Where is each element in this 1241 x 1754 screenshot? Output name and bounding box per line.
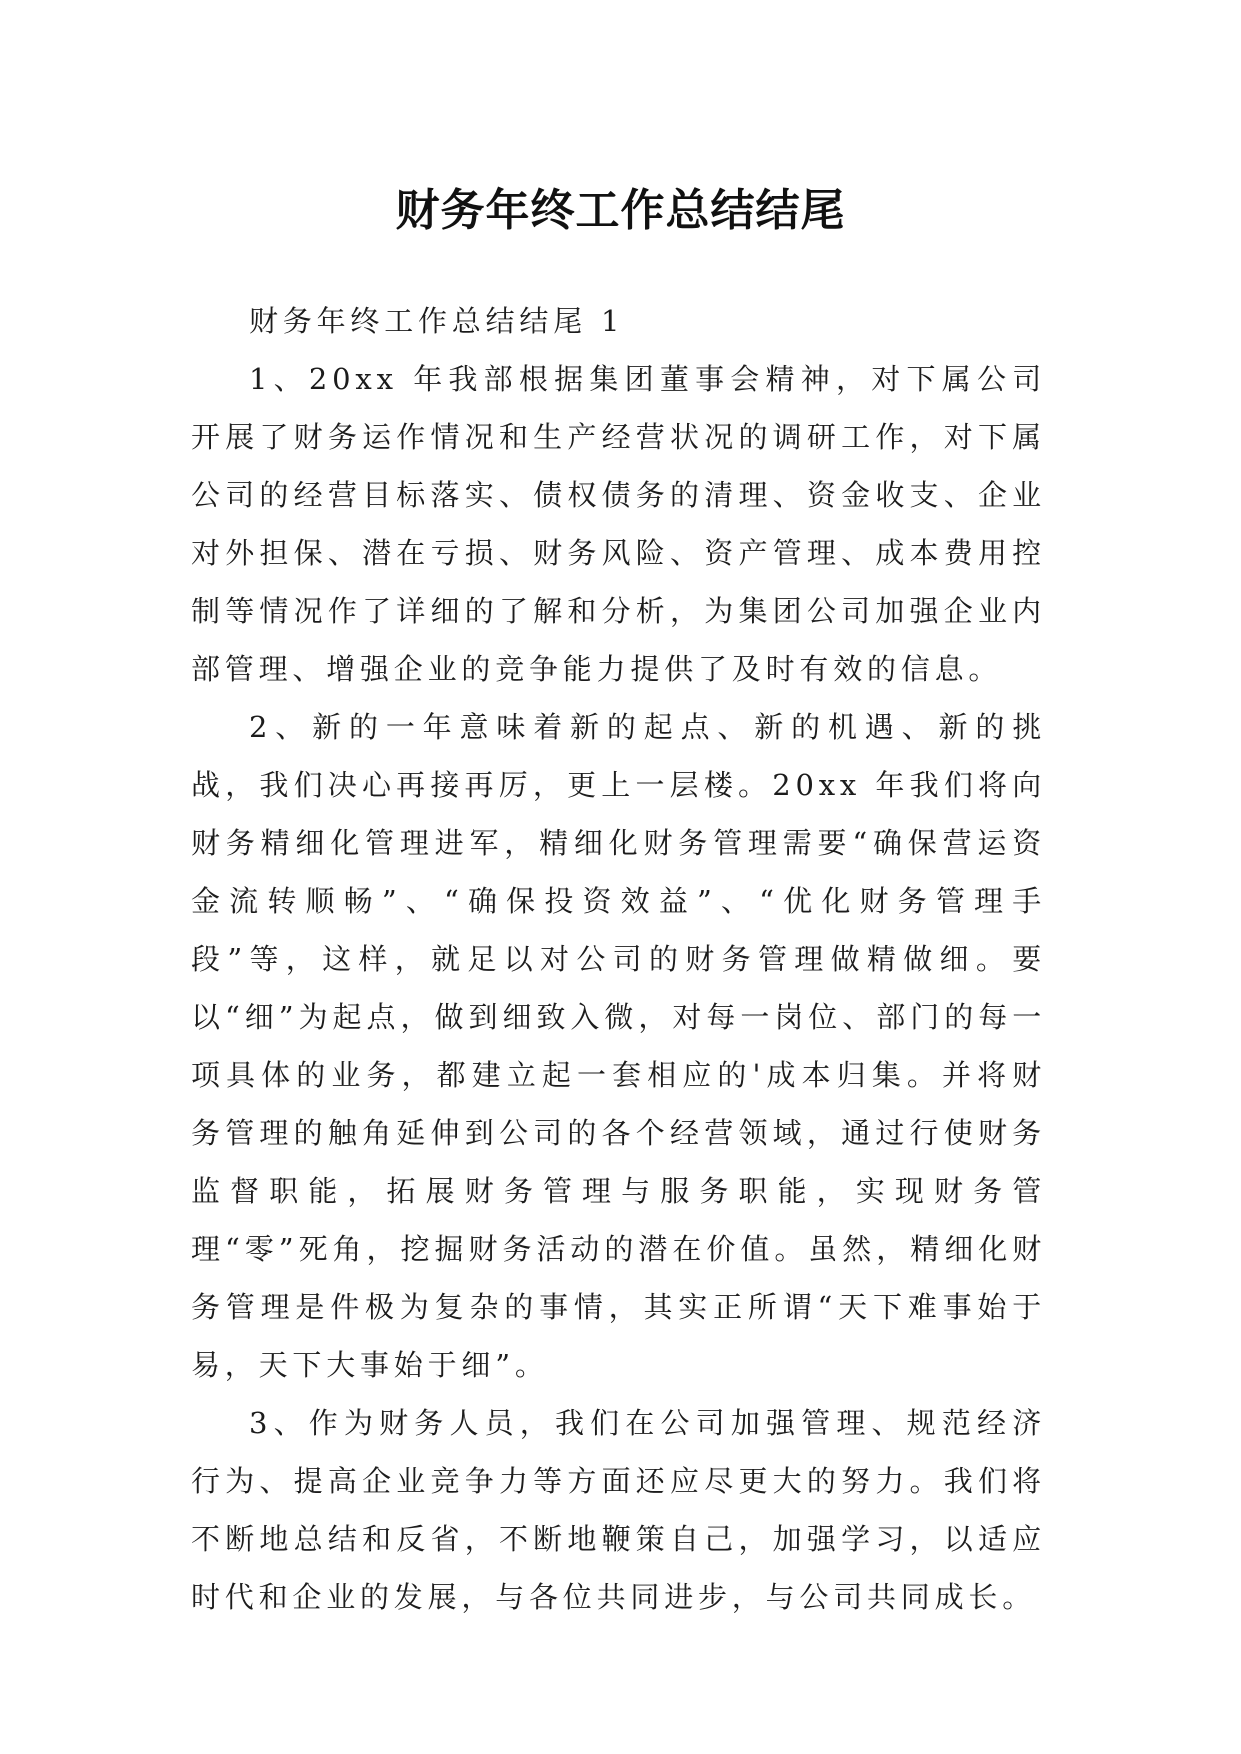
paragraph-3: 3、作为财务人员，我们在公司加强管理、规范经济行为、提高企业竞争力等方面还应尽更大的努力。我们将不断地总结和反省，不断地鞭策自己，加强学习，以适应时代和企业的发展，与各位共同进步，与公司共同成长。	[191, 1406, 1046, 1614]
document-title: 财务年终工作总结结尾	[395, 185, 846, 237]
paragraph-2: 2、新的一年意味着新的起点、新的机遇、新的挑战，我们决心再接再厉，更上一层楼。20xx 年我们将向财务精细化管理进军，精细化财务管理需要“确保营运资金流转顺畅”、“确保投资效益”、“优化财务管理手段”等，这样，就足以对公司的财务管理做精做细。要以“细”为起点，做到细致入微，对每一岗位、部门的每一项具体的业务，都建立起一套相应的'成本归集。并将财务管理的触角延伸到公司的各个经营领域，通过行使财务监督职能，拓展财务管理与服务职能，实现财务管理“零”死角，挖掘财务活动的潜在价值。虽然，精细化财务管理是件极为复杂的事情，其实正所谓“天下难事始于易，天下大事始于细”。	[191, 710, 1046, 1382]
document-body	[191, 292, 1046, 1626]
paragraph-1: 1、20xx 年我部根据集团董事会精神，对下属公司开展了财务运作情况和生产经营状况的调研工作，对下属公司的经营目标落实、债权债务的清理、资金收支、企业对外担保、潜在亏损、财务风险、资产管理、成本费用控制等情况作了详细的了解和分析，为集团公司加强企业内部管理、增强企业的竞争能力提供了及时有效的信息。	[191, 362, 1046, 686]
section-heading: 财务年终工作总结结尾 1	[249, 304, 625, 338]
